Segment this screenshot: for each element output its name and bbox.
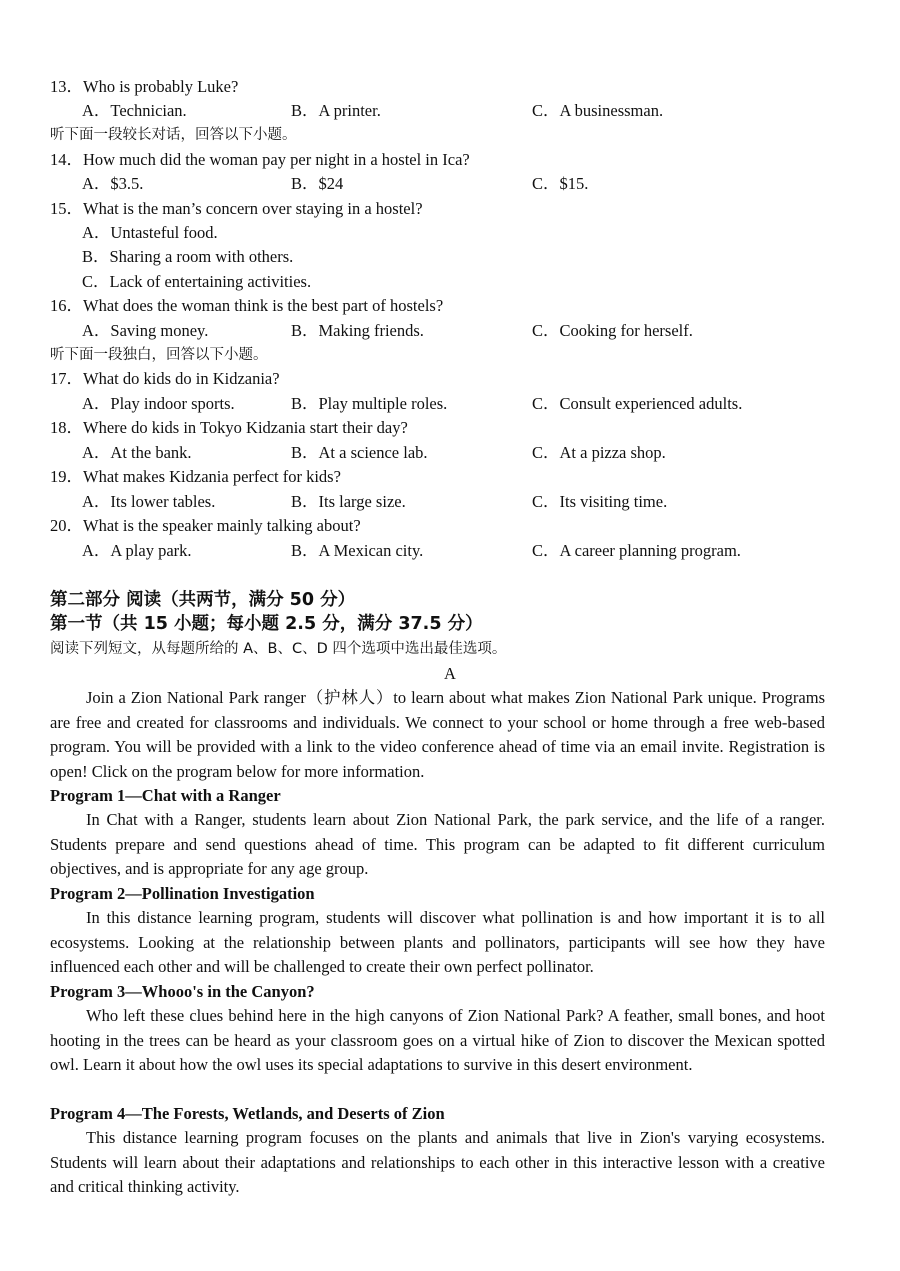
option-b: B．A printer.	[291, 101, 381, 120]
reading-instructions: 阅读下列短文，从每题所给的 A、B、C、D 四个选项中选出最佳选项。	[50, 641, 507, 657]
option-c: C．Cooking for herself.	[532, 321, 693, 340]
option-c: C．A businessman.	[532, 101, 664, 120]
program-4-title: Program 4—The Forests, Wetlands, and Deserts of Zion	[50, 1104, 445, 1123]
question-20-options	[50, 539, 850, 563]
part-two-title: 第二部分 阅读（共两节，满分 50 分）	[50, 590, 356, 610]
question-13-options	[50, 99, 850, 123]
question-18-stem: 18．Where do kids in Tokyo Kidzania start their day?	[50, 418, 408, 437]
option-b: B．Its large size.	[291, 492, 406, 511]
question-17-options	[50, 392, 850, 416]
program-4-body: This distance learning program focuses on the plants and animals that live in Zion's varying ecosystems. Students will learn about their adaptations and relationships to each other in this interactive lesson with a creative and critical thinking activity.	[50, 1128, 825, 1196]
question-19-options	[50, 490, 850, 514]
option-c: C．Consult experienced adults.	[532, 394, 743, 413]
option-c: C．Lack of entertaining activities.	[82, 272, 312, 291]
question-18-options	[50, 441, 850, 465]
section-one-title: 第一节（共 15 小题；每小题 2.5 分，满分 37.5 分）	[50, 614, 483, 634]
option-a: A．Play indoor sports.	[82, 394, 235, 413]
option-a: A．A play park.	[82, 541, 192, 560]
option-a: A．Technician.	[82, 101, 187, 120]
dialog-instruction: 听下面一段较长对话，回答以下小题。	[50, 127, 297, 143]
question-13-stem: 13．Who is probably Luke?	[50, 77, 239, 96]
option-b: B．$24	[291, 174, 344, 193]
program-3-title: Program 3—Whooo's in the Canyon?	[50, 982, 315, 1001]
question-16-options	[50, 319, 850, 343]
option-c: C．A career planning program.	[532, 541, 741, 560]
option-c: C．Its visiting time.	[532, 492, 668, 511]
passage-intro: Join a Zion National Park ranger（护林人）to learn about what makes Zion National Park unique. Programs are free and created for classrooms and individuals. We connect to your school or home through a free web-based program. You will be provided with a link to the video conference ahead of time via an email invite. Registration is open! Click on the program below for more information.	[50, 688, 825, 781]
option-a: A．$3.5.	[82, 174, 144, 193]
question-19-stem: 19．What makes Kidzania perfect for kids?	[50, 467, 341, 486]
question-17-stem: 17．What do kids do in Kidzania?	[50, 369, 280, 388]
option-b: B．A Mexican city.	[291, 541, 424, 560]
option-a: A．Saving money.	[82, 321, 209, 340]
option-a: A．Its lower tables.	[82, 492, 216, 511]
question-14-stem: 14．How much did the woman pay per night in a hostel in Ica?	[50, 150, 470, 169]
option-c: C．$15.	[532, 174, 589, 193]
question-14-options	[50, 172, 850, 196]
monologue-instruction: 听下面一段独白，回答以下小题。	[50, 347, 268, 363]
program-3-body: Who left these clues behind here in the high canyons of Zion National Park? A feather, small bones, and hoot hooting in the trees can be heard as your classroom goes on a virtual hike of Zion to discover the Mexican spotted owl. Learn it about how the owl uses its special adaptations to survive in this desert environment.	[50, 1006, 825, 1074]
option-a: A．Untasteful food.	[82, 223, 218, 242]
passage-letter: A	[444, 664, 456, 683]
option-b: B．Play multiple roles.	[291, 394, 448, 413]
option-a: A．At the bank.	[82, 443, 192, 462]
program-2-title: Program 2—Pollination Investigation	[50, 884, 315, 903]
option-b: B．Making friends.	[291, 321, 424, 340]
program-1-title: Program 1—Chat with a Ranger	[50, 786, 281, 805]
question-16-stem: 16．What does the woman think is the best part of hostels?	[50, 296, 444, 315]
option-c: C．At a pizza shop.	[532, 443, 666, 462]
option-b: B．Sharing a room with others.	[82, 247, 294, 266]
question-15-stem: 15．What is the man’s concern over staying in a hostel?	[50, 199, 423, 218]
program-2-body: In this distance learning program, students will discover what pollination is and how important it is to all ecosystems. Looking at the relationship between plants and pollinators, participants will see how they have influenced each other and will be challenged to create their own perfect pollinator.	[50, 908, 825, 976]
question-20-stem: 20．What is the speaker mainly talking about?	[50, 516, 361, 535]
option-b: B．At a science lab.	[291, 443, 428, 462]
program-1-body: In Chat with a Ranger, students learn about Zion National Park, the park service, and the life of a ranger. Students prepare and send questions ahead of time. This program can be adapted to fit different curriculum objectives, and is appropriate for any age group.	[50, 810, 825, 878]
